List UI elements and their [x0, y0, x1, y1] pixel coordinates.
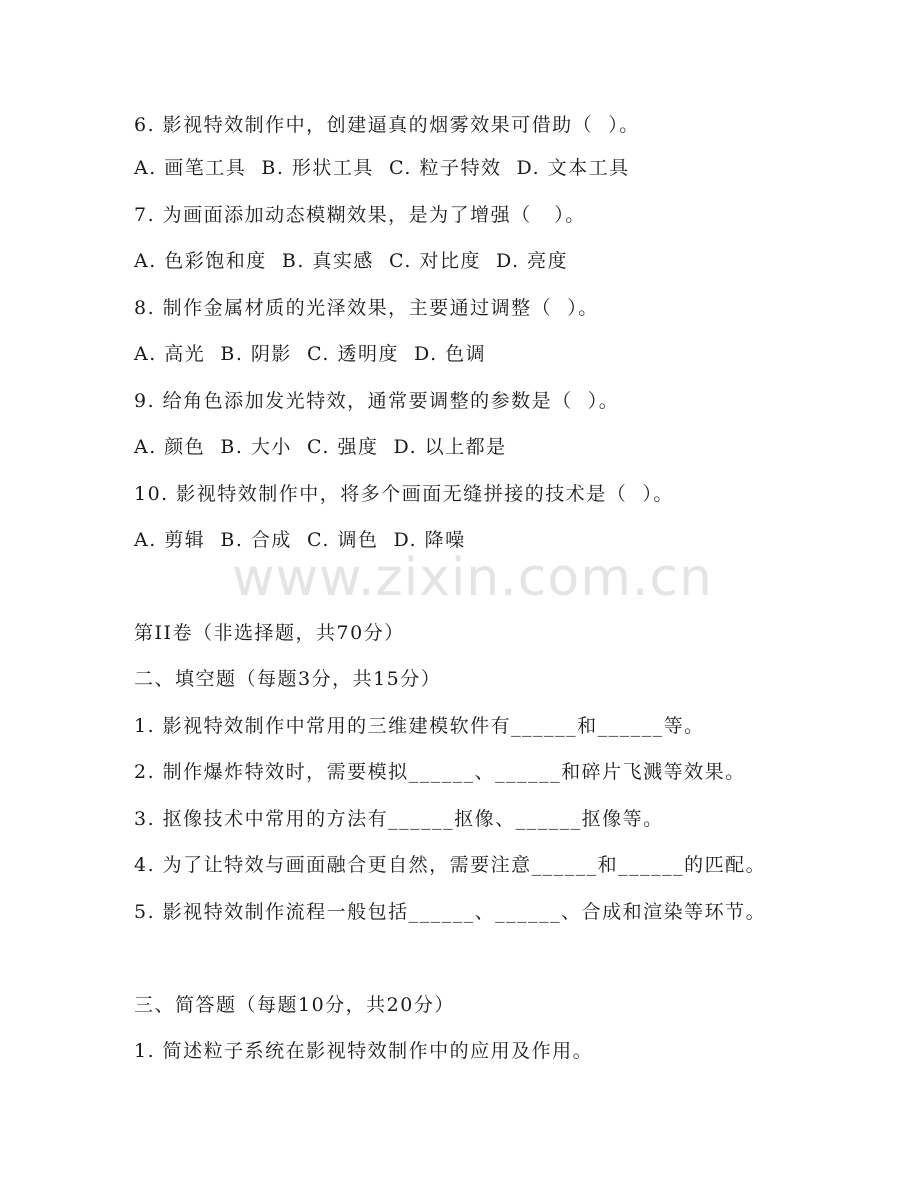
question-6: 6. 影视特效制作中，创建逼真的烟雾效果可借助（ ）。 [134, 114, 640, 136]
fill-blank-2: 2. 制作爆炸特效时，需要模拟______、______和碎片飞溅等效果。 [134, 761, 746, 783]
question-9: 9. 给角色添加发光特效，通常要调整的参数是（ ）。 [134, 390, 620, 412]
question-10-options: A. 剪辑 B. 合成 C. 调色 D. 降噪 [134, 529, 466, 551]
section-fill-blank-title: 二、填空题（每题3分，共15分） [134, 668, 442, 690]
fill-blank-1: 1. 影视特效制作中常用的三维建模软件有______和______等。 [134, 715, 705, 737]
question-8-options: A. 高光 B. 阴影 C. 透明度 D. 色调 [134, 343, 487, 365]
question-9-options: A. 颜色 B. 大小 C. 强度 D. 以上都是 [134, 436, 507, 458]
question-10: 10. 影视特效制作中，将多个画面无缝拼接的技术是（ ）。 [134, 483, 674, 505]
question-7-options: A. 色彩饱和度 B. 真实感 C. 对比度 D. 亮度 [134, 250, 569, 272]
watermark: www.zixin.com.cn [232, 548, 713, 608]
fill-blank-4: 4. 为了让特效与画面融合更自然，需要注意______和______的匹配。 [134, 854, 767, 876]
fill-blank-5: 5. 影视特效制作流程一般包括______、______、合成和渲染等环节。 [134, 901, 767, 923]
question-8: 8. 制作金属材质的光泽效果，主要通过调整（ ）。 [134, 297, 599, 319]
fill-blank-3: 3. 抠像技术中常用的方法有______抠像、______抠像等。 [134, 808, 664, 830]
section-volume-ii-title: 第II卷（非选择题，共70分） [134, 622, 405, 644]
section-short-answer-title: 三、简答题（每题10分，共20分） [134, 994, 455, 1016]
question-6-options: A. 画笔工具 B. 形状工具 C. 粒子特效 D. 文本工具 [134, 157, 630, 179]
short-answer-1: 1. 简述粒子系统在影视特效制作中的应用及作用。 [134, 1040, 594, 1062]
question-7: 7. 为画面添加动态模糊效果，是为了增强（ ）。 [134, 204, 586, 226]
